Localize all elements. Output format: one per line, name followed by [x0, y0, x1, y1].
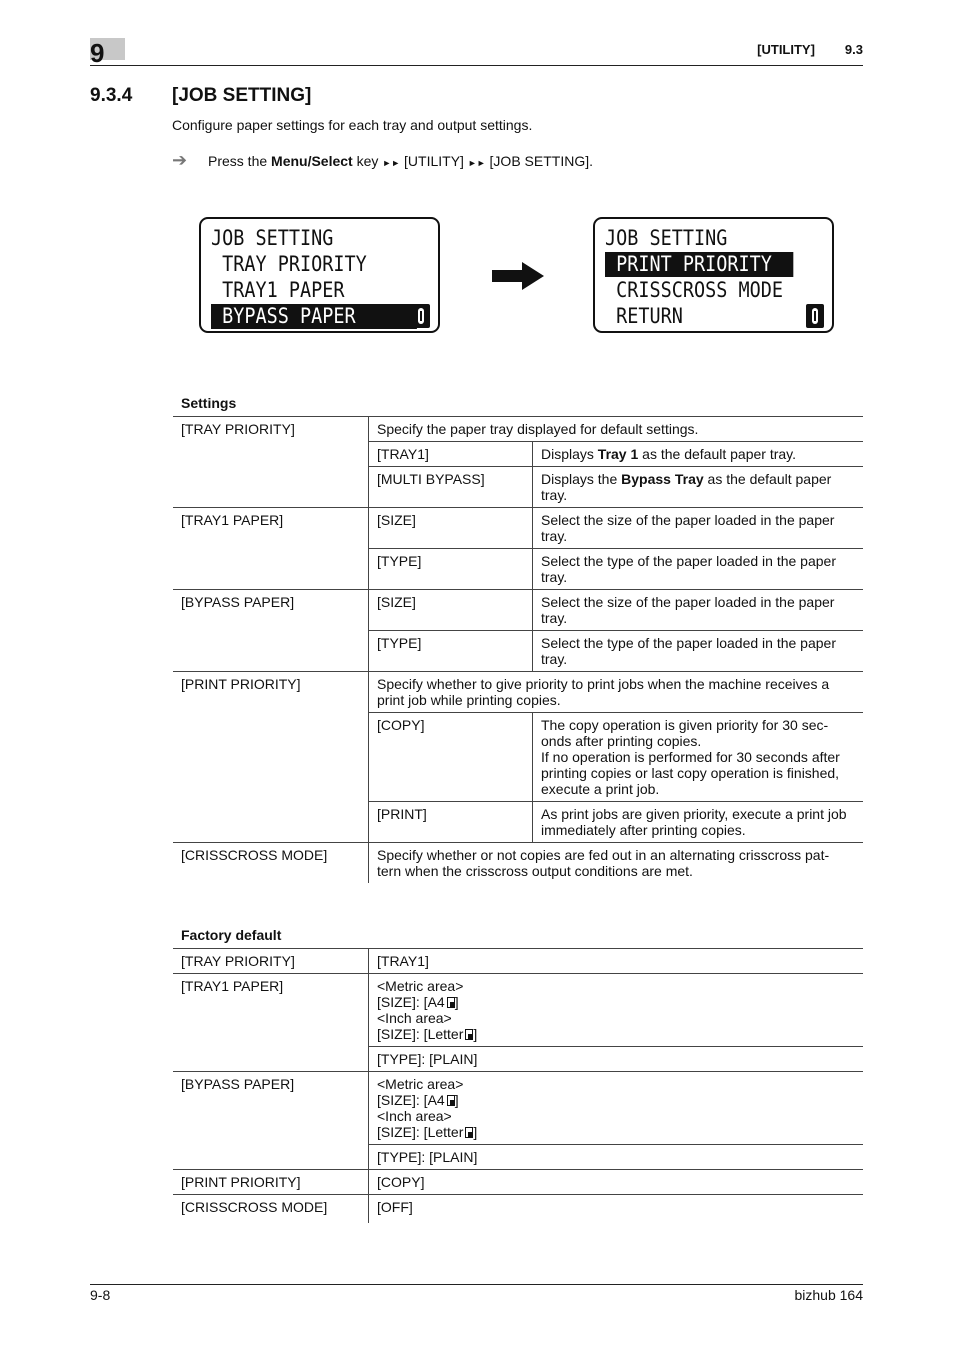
- setting-name: [TRAY1 PAPER]: [173, 974, 369, 1072]
- table-row: [173, 417, 863, 442]
- procedure-step: [172, 150, 593, 171]
- lcd-screen-before: [199, 217, 440, 333]
- factory-default-label: Factory default: [181, 927, 282, 943]
- default-value: [TYPE]: [PLAIN]: [369, 1047, 864, 1072]
- portrait-page-icon: [447, 1095, 455, 1106]
- setting-name: [CRISSCROSS MODE]: [173, 843, 369, 884]
- transition-arrow-icon: [492, 262, 544, 290]
- default-value: [COPY]: [369, 1170, 864, 1195]
- setting-name: [PRINT PRIORITY]: [173, 672, 369, 843]
- table-row: [173, 590, 863, 631]
- portrait-page-icon: [465, 1127, 473, 1138]
- option-desc: Select the type of the paper loaded in the paper tray.: [533, 549, 864, 590]
- step-prefix: Press the: [208, 153, 272, 169]
- setting-name: [TRAY PRIORITY]: [173, 417, 369, 508]
- section-number: 9.3: [844, 42, 863, 57]
- lcd-screen-after: [593, 217, 834, 333]
- option-desc: Select the size of the paper loaded in the paper tray.: [533, 590, 864, 631]
- scroll-indicator-icon: [806, 304, 824, 328]
- settings-label: Settings: [181, 395, 237, 411]
- default-value: [TRAY1]: [369, 949, 864, 974]
- option-desc: Select the type of the paper loaded in the paper tray.: [533, 631, 864, 672]
- step-arrow-icon: ➔: [172, 150, 188, 170]
- option-desc: Displays Tray 1 as the default paper tray.: [533, 442, 864, 467]
- table-row: [173, 974, 863, 1047]
- setting-desc: Specify whether or not copies are fed out in an alternating crisscross pat- tern when the crisscross output conditions are met.: [369, 843, 864, 884]
- portrait-page-icon: [447, 997, 455, 1008]
- default-value: [OFF]: [369, 1195, 864, 1224]
- lcd-line: JOB SETTING: [605, 226, 728, 250]
- chapter-number: 9: [90, 38, 105, 68]
- option-desc: The copy operation is given priority for 30 sec- onds after printing copies. If no operation is performed for 30 seconds after printing copies or last copy operation is finished, execute a print job.: [533, 713, 864, 802]
- option-name: [PRINT]: [369, 802, 533, 843]
- setting-desc: Specify whether to give priority to print jobs when the machine receives a print job while printing copies.: [369, 672, 864, 713]
- option-desc: Displays the Bypass Tray as the default paper tray.: [533, 467, 864, 508]
- table-row: [173, 672, 863, 713]
- settings-table: [173, 416, 863, 883]
- path-arrow-icon: ►►: [382, 158, 401, 168]
- lcd-line: CRISSCROSS MODE: [605, 278, 784, 302]
- section-label: [UTILITY]: [757, 42, 815, 57]
- scroll-indicator-icon: [412, 304, 430, 328]
- table-row: [173, 843, 863, 884]
- default-value: [TYPE]: [PLAIN]: [369, 1145, 864, 1170]
- lcd-line: TRAY1 PAPER: [211, 278, 345, 302]
- option-name: [SIZE]: [369, 508, 533, 549]
- title-text: [JOB SETTING]: [172, 85, 312, 106]
- path-arrow-icon: ►►: [467, 158, 486, 168]
- option-desc: As print jobs are given priority, execute a print job immediately after printing copies.: [533, 802, 864, 843]
- header-rule: [90, 65, 863, 66]
- setting-name: [BYPASS PAPER]: [173, 1072, 369, 1170]
- page-number: 9-8: [90, 1287, 111, 1303]
- option-name: [MULTI BYPASS]: [369, 467, 533, 508]
- option-name: [TYPE]: [369, 549, 533, 590]
- setting-name: [CRISSCROSS MODE]: [173, 1195, 369, 1224]
- option-name: [TRAY1]: [369, 442, 533, 467]
- footer-rule: [90, 1284, 863, 1285]
- option-name: [TYPE]: [369, 631, 533, 672]
- default-value: <Metric area> [SIZE]: [A4 ] <Inch area> [SIZE]: [Letter ]: [369, 1072, 864, 1145]
- lcd-line: RETURN: [605, 304, 683, 328]
- running-header: [727, 42, 863, 57]
- setting-name: [PRINT PRIORITY]: [173, 1170, 369, 1195]
- step-key: Menu/Select: [271, 153, 353, 169]
- lcd-line-selected: BYPASS PAPER: [211, 304, 417, 329]
- setting-name: [TRAY PRIORITY]: [173, 949, 369, 974]
- portrait-page-icon: [465, 1029, 473, 1040]
- table-row: [173, 1195, 863, 1224]
- step-key-suffix: key: [352, 153, 383, 169]
- step-path-utility: [UTILITY]: [400, 153, 468, 169]
- step-path-job-setting: [JOB SETTING].: [485, 153, 594, 169]
- default-value: <Metric area> [SIZE]: [A4 ] <Inch area> [SIZE]: [Letter ]: [369, 974, 864, 1047]
- page-title: [90, 85, 311, 107]
- table-row: [173, 508, 863, 549]
- option-name: [COPY]: [369, 713, 533, 802]
- option-name: [SIZE]: [369, 590, 533, 631]
- table-row: [173, 1170, 863, 1195]
- lcd-line-selected: PRINT PRIORITY: [605, 252, 793, 277]
- setting-name: [TRAY1 PAPER]: [173, 508, 369, 590]
- factory-default-table: [173, 948, 863, 1223]
- product-name: bizhub 164: [794, 1287, 863, 1303]
- table-row: [173, 949, 863, 974]
- option-desc: Select the size of the paper loaded in the paper tray.: [533, 508, 864, 549]
- setting-desc: Specify the paper tray displayed for default settings.: [369, 417, 864, 442]
- lcd-line: TRAY PRIORITY: [211, 252, 367, 276]
- intro-text: Configure paper settings for each tray and output settings.: [172, 117, 533, 133]
- lcd-line: JOB SETTING: [211, 226, 334, 250]
- setting-name: [BYPASS PAPER]: [173, 590, 369, 672]
- table-row: [173, 1072, 863, 1145]
- title-number: 9.3.4: [90, 85, 133, 106]
